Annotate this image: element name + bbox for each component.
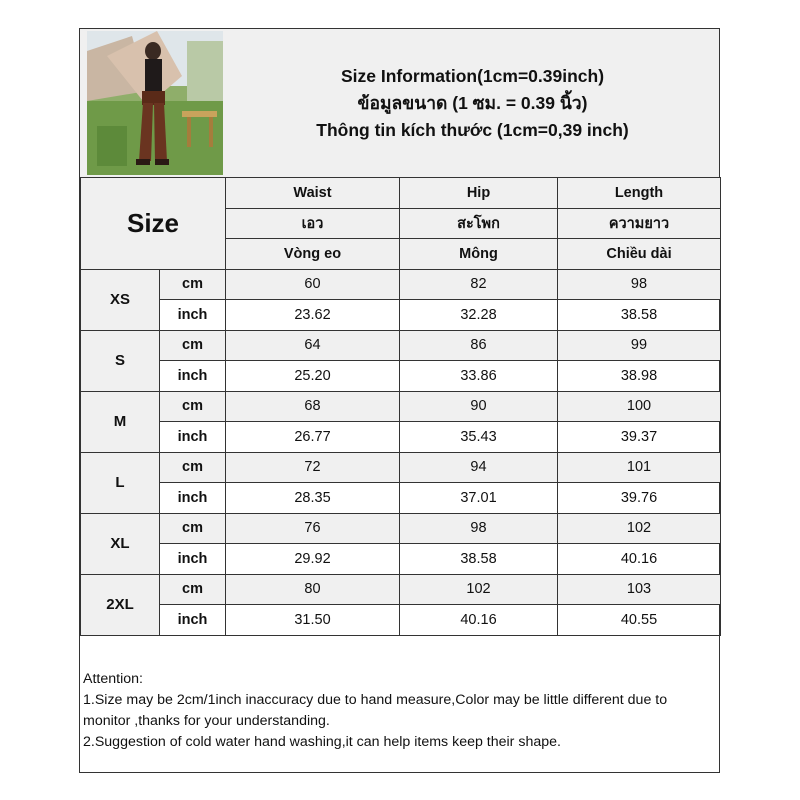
hip-inch: 35.43 (400, 422, 558, 453)
table-row (81, 483, 721, 514)
waist-inch: 31.50 (226, 605, 400, 636)
unit-cm-label: cm (160, 391, 226, 422)
size-label: XS (81, 269, 160, 330)
unit-inch-label: inch (160, 300, 226, 331)
hip-cm: 82 (400, 269, 558, 300)
length-inch: 39.37 (558, 422, 721, 453)
unit-inch-label: inch (160, 544, 226, 575)
col-waist-vi: Vòng eo (226, 239, 400, 270)
length-inch: 38.58 (558, 300, 721, 331)
unit-inch-label: inch (160, 422, 226, 453)
length-cm: 99 (558, 330, 721, 361)
size-info-title (226, 29, 719, 177)
size-table (80, 177, 721, 636)
size-label: M (81, 391, 160, 452)
table-row (81, 605, 721, 636)
hip-cm: 98 (400, 513, 558, 544)
col-hip-th: สะโพก (400, 208, 558, 239)
hip-inch: 32.28 (400, 300, 558, 331)
product-photo-image (87, 31, 223, 175)
hip-inch: 33.86 (400, 361, 558, 392)
hip-inch: 40.16 (400, 605, 558, 636)
attention-title: Attention: (83, 671, 143, 687)
header-row-english (81, 178, 721, 209)
table-row (81, 422, 721, 453)
unit-cm-label: cm (160, 330, 226, 361)
product-photo (87, 31, 223, 175)
unit-inch-label: inch (160, 605, 226, 636)
table-row (81, 391, 721, 422)
hip-cm: 94 (400, 452, 558, 483)
hip-cm: 86 (400, 330, 558, 361)
waist-cm: 64 (226, 330, 400, 361)
size-info-thai: ข้อมูลขนาด (1 ซม. = 0.39 นิ้ว) (357, 92, 588, 113)
table-row (81, 574, 721, 605)
waist-cm: 68 (226, 391, 400, 422)
waist-inch: 28.35 (226, 483, 400, 514)
col-hip-vi: Mông (400, 239, 558, 270)
unit-cm-label: cm (160, 452, 226, 483)
unit-inch-label: inch (160, 483, 226, 514)
hip-cm: 102 (400, 574, 558, 605)
table-row (81, 361, 721, 392)
waist-inch: 23.62 (226, 300, 400, 331)
length-cm: 98 (558, 269, 721, 300)
size-column-header: Size (81, 178, 226, 270)
unit-cm-label: cm (160, 513, 226, 544)
unit-inch-label: inch (160, 361, 226, 392)
waist-cm: 72 (226, 452, 400, 483)
table-row (81, 269, 721, 300)
size-info-vietnamese: Thông tin kích thước (1cm=0,39 inch) (316, 119, 629, 140)
unit-cm-label: cm (160, 269, 226, 300)
waist-cm: 76 (226, 513, 400, 544)
col-waist-th: เอว (226, 208, 400, 239)
waist-inch: 25.20 (226, 361, 400, 392)
waist-cm: 80 (226, 574, 400, 605)
attention-notes (83, 669, 715, 753)
size-label: L (81, 452, 160, 513)
col-length-th: ความยาว (558, 208, 721, 239)
length-cm: 103 (558, 574, 721, 605)
length-cm: 100 (558, 391, 721, 422)
waist-cm: 60 (226, 269, 400, 300)
attention-note-2: 2.Suggestion of cold water hand washing,it can help items keep their shape. (83, 734, 561, 750)
col-hip-en: Hip (400, 178, 558, 209)
table-row (81, 300, 721, 331)
size-label: XL (81, 513, 160, 574)
length-inch: 40.55 (558, 605, 721, 636)
unit-cm-label: cm (160, 574, 226, 605)
col-length-en: Length (558, 178, 721, 209)
table-row (81, 452, 721, 483)
size-label: 2XL (81, 574, 160, 635)
waist-inch: 26.77 (226, 422, 400, 453)
hip-cm: 90 (400, 391, 558, 422)
length-inch: 38.98 (558, 361, 721, 392)
col-length-vi: Chiều dài (558, 239, 721, 270)
table-row (81, 513, 721, 544)
waist-inch: 29.92 (226, 544, 400, 575)
size-label: S (81, 330, 160, 391)
table-row (81, 544, 721, 575)
attention-note-1: 1.Size may be 2cm/1inch inaccuracy due to hand measure,Color may be little different due to monitor ,thanks for your understanding. (83, 692, 668, 729)
size-info-english: Size Information(1cm=0.39inch) (340, 65, 605, 86)
size-chart-header (80, 29, 719, 178)
col-waist-en: Waist (226, 178, 400, 209)
size-chart (79, 28, 720, 773)
length-inch: 40.16 (558, 544, 721, 575)
length-inch: 39.76 (558, 483, 721, 514)
hip-inch: 38.58 (400, 544, 558, 575)
hip-inch: 37.01 (400, 483, 558, 514)
length-cm: 102 (558, 513, 721, 544)
table-row (81, 330, 721, 361)
length-cm: 101 (558, 452, 721, 483)
